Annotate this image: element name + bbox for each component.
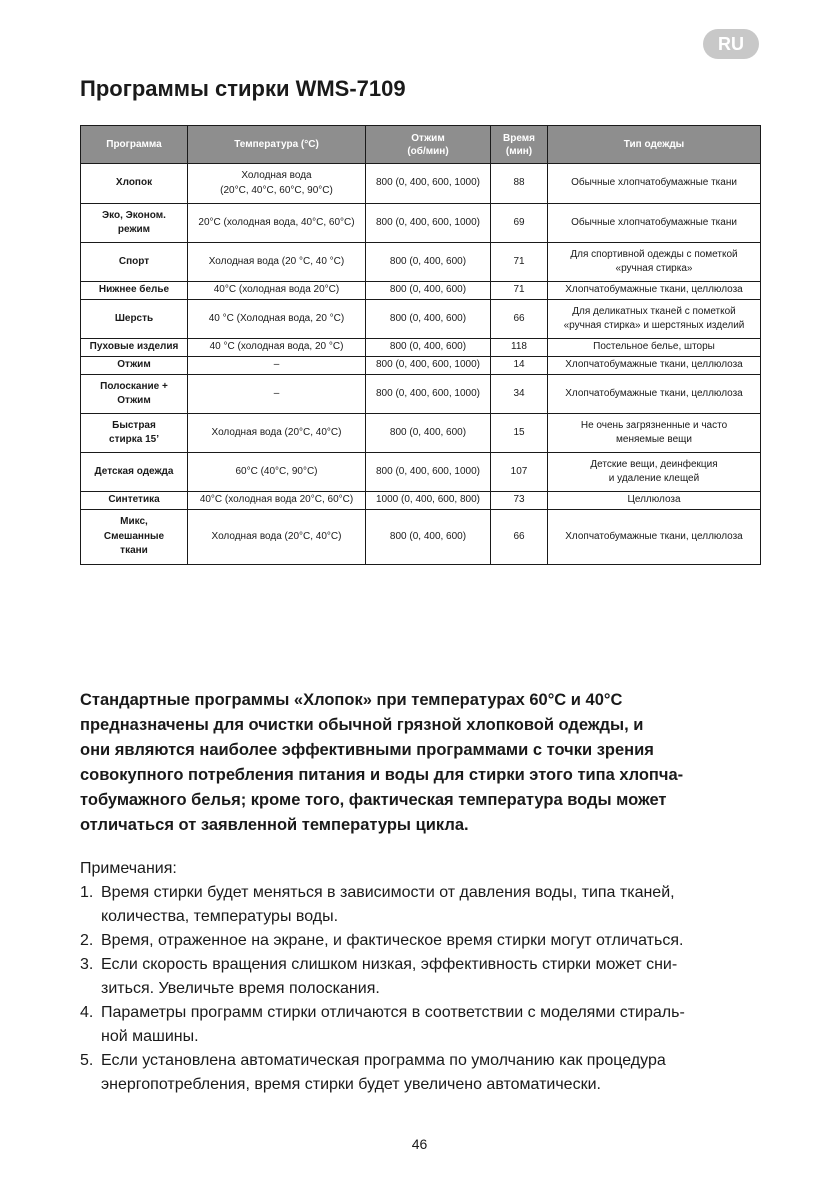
- note-item: [80, 1001, 760, 1049]
- clothing-cell: [548, 492, 761, 510]
- program-line: Быстрая: [112, 419, 156, 431]
- temperature-line: 40°C (холодная вода 20°C): [213, 284, 340, 296]
- header-spin: [366, 126, 491, 164]
- clothing-cell: [548, 357, 761, 375]
- table-row: [81, 282, 761, 300]
- program-line: Отжим: [117, 359, 151, 371]
- spin-cell: 800 (0, 400, 600, 1000): [366, 204, 491, 243]
- program-line: Пуховые изделия: [89, 341, 179, 353]
- spin-cell: 800 (0, 400, 600, 1000): [366, 357, 491, 375]
- temperature-cell: [188, 492, 366, 510]
- temperature-line: 40°C (холодная вода 20°C, 60°C): [199, 494, 354, 506]
- time-cell: 15: [491, 414, 548, 453]
- time-cell: 73: [491, 492, 548, 510]
- time-cell: 66: [491, 300, 548, 339]
- clothing-line: и удаление клещей: [608, 473, 700, 484]
- temperature-cell: [188, 204, 366, 243]
- note-line: Если установлена автоматическая программа по умолчанию как процедура: [101, 1052, 666, 1069]
- table-row: [81, 204, 761, 243]
- temperature-cell: [188, 243, 366, 282]
- note-number: 4.: [80, 1004, 94, 1021]
- program-cell: [81, 164, 188, 204]
- spin-cell: 1000 (0, 400, 600, 800): [366, 492, 491, 510]
- note-line: Параметры программ стирки отличаются в соответствии с моделями стираль-: [101, 1004, 685, 1021]
- note-line: Время, отраженное на экране, и фактическое время стирки могут отличаться.: [101, 932, 684, 949]
- clothing-cell: [548, 164, 761, 204]
- table-row: [81, 453, 761, 492]
- clothing-cell: [548, 339, 761, 357]
- clothing-line: Хлопчатобумажные ткани, целлюлоза: [565, 284, 743, 296]
- clothing-line: Хлопчатобумажные ткани, целлюлоза: [565, 359, 743, 371]
- temperature-cell: [188, 300, 366, 339]
- programs-table: [80, 125, 761, 565]
- clothing-line: Для деликатных тканей с пометкой: [572, 305, 736, 317]
- clothing-line: Обычные хлопчатобумажные ткани: [571, 177, 737, 189]
- header-time-line2: (мин): [505, 145, 533, 157]
- note-number: 3.: [80, 956, 94, 973]
- table-row: [81, 339, 761, 357]
- temperature-cell: [188, 164, 366, 204]
- spin-cell: 800 (0, 400, 600, 1000): [366, 164, 491, 204]
- note-line: энергопотребления, время стирки будет увеличено автоматически.: [101, 1076, 601, 1093]
- time-cell: 71: [491, 282, 548, 300]
- program-cell: [81, 510, 188, 565]
- header-temperature: Температура (°C): [188, 126, 366, 164]
- clothing-line: Целлюлоза: [627, 494, 681, 506]
- page-number: 46: [411, 1136, 428, 1152]
- language-badge: RU: [703, 29, 759, 59]
- temperature-line: –: [273, 387, 280, 399]
- clothing-line: «ручная стирка» и шерстяных изделий: [563, 320, 745, 331]
- temperature-line: 40 °C (холодная вода, 20 °C): [209, 341, 344, 353]
- program-line: Хлопок: [115, 177, 153, 189]
- spin-cell: 800 (0, 400, 600): [366, 510, 491, 565]
- note-line: зиться. Увеличьте время полоскания.: [101, 980, 380, 997]
- time-cell: 118: [491, 339, 548, 357]
- header-program: Программа: [81, 126, 188, 164]
- note-number: 1.: [80, 884, 94, 901]
- clothing-line: Детские вещи, деинфекция: [590, 458, 718, 470]
- spin-cell: 800 (0, 400, 600, 1000): [366, 375, 491, 414]
- clothing-line: Хлопчатобумажные ткани, целлюлоза: [565, 387, 743, 399]
- spin-cell: 800 (0, 400, 600): [366, 243, 491, 282]
- temperature-line: 60°C (40°C, 90°C): [235, 465, 318, 477]
- table-body: [81, 164, 761, 565]
- table-row: [81, 164, 761, 204]
- clothing-line: Хлопчатобумажные ткани, целлюлоза: [565, 530, 743, 542]
- program-line: Микс,: [120, 516, 148, 528]
- temperature-cell: [188, 510, 366, 565]
- program-cell: [81, 453, 188, 492]
- note-item: [80, 881, 760, 929]
- intro-paragraph: [80, 688, 770, 838]
- temperature-line: 20°C (холодная вода, 40°C, 60°C): [198, 216, 355, 228]
- program-line: Смешанные: [103, 530, 165, 542]
- intro-line: они являются наиболее эффективными программами с точки зрения: [80, 741, 654, 759]
- temperature-line: –: [273, 359, 280, 371]
- temperature-cell: [188, 357, 366, 375]
- spin-cell: 800 (0, 400, 600): [366, 339, 491, 357]
- table-row: [81, 300, 761, 339]
- program-cell: [81, 492, 188, 510]
- clothing-cell: [548, 414, 761, 453]
- temperature-line: Холодная вода (20°C, 40°C): [211, 530, 342, 542]
- program-line: Синтетика: [108, 494, 160, 506]
- header-time: [491, 126, 548, 164]
- table-row: [81, 375, 761, 414]
- notes-title: Примечания:: [80, 860, 177, 877]
- clothing-line: Не очень загрязненные и часто: [580, 419, 728, 431]
- temperature-cell: [188, 282, 366, 300]
- program-cell: [81, 204, 188, 243]
- temperature-cell: [188, 453, 366, 492]
- program-line: Эко, Эконом.: [102, 209, 166, 221]
- clothing-line: Постельное белье, шторы: [593, 341, 715, 353]
- time-cell: 88: [491, 164, 548, 204]
- program-cell: [81, 300, 188, 339]
- table-row: [81, 243, 761, 282]
- temperature-line: Холодная вода (20 °C, 40 °C): [208, 255, 345, 267]
- time-cell: 69: [491, 204, 548, 243]
- page-title: Программы стирки WMS-7109: [80, 76, 406, 101]
- time-cell: 14: [491, 357, 548, 375]
- clothing-cell: [548, 510, 761, 565]
- table-row: [81, 510, 761, 565]
- table-row: [81, 492, 761, 510]
- header-clothing: Тип одежды: [548, 126, 761, 164]
- note-number: 5.: [80, 1052, 94, 1069]
- program-cell: [81, 357, 188, 375]
- program-cell: [81, 282, 188, 300]
- temperature-line: (20°C, 40°C, 60°C, 90°C): [220, 184, 333, 196]
- temperature-line: 40 °C (Холодная вода, 20 °C): [208, 312, 345, 324]
- clothing-cell: [548, 375, 761, 414]
- header-spin-line2: (об/мин): [407, 145, 449, 157]
- note-line: ной машины.: [101, 1028, 199, 1045]
- header-time-line1: Время: [503, 132, 535, 144]
- notes-list: [80, 881, 760, 1097]
- note-item: [80, 1049, 760, 1097]
- time-cell: 107: [491, 453, 548, 492]
- clothing-line: меняемые вещи: [616, 434, 692, 445]
- program-cell: [81, 414, 188, 453]
- clothing-cell: [548, 243, 761, 282]
- temperature-cell: [188, 414, 366, 453]
- intro-line: предназначены для очистки обычной грязной хлопковой одежды, и: [80, 716, 644, 734]
- intro-line: отличаться от заявленной температуры цикла.: [80, 816, 469, 834]
- spin-cell: 800 (0, 400, 600): [366, 414, 491, 453]
- program-cell: [81, 243, 188, 282]
- time-cell: 34: [491, 375, 548, 414]
- clothing-line: «ручная стирка»: [615, 263, 693, 274]
- intro-line: тобумажного белья; кроме того, фактическая температура воды может: [80, 791, 667, 809]
- program-line: Спорт: [118, 255, 150, 267]
- program-line: Полоскание +: [100, 380, 168, 392]
- notes-section: [80, 857, 760, 1097]
- temperature-cell: [188, 375, 366, 414]
- clothing-cell: [548, 204, 761, 243]
- program-line: стирка 15’: [109, 434, 159, 445]
- spin-cell: 800 (0, 400, 600, 1000): [366, 453, 491, 492]
- program-line: Нижнее белье: [98, 284, 170, 296]
- note-line: Время стирки будет меняться в зависимости от давления воды, типа тканей,: [101, 884, 675, 901]
- temperature-line: Холодная вода (20°C, 40°C): [211, 426, 342, 438]
- program-line: Детская одежда: [94, 465, 174, 477]
- program-cell: [81, 339, 188, 357]
- note-line: количества, температуры воды.: [101, 908, 339, 925]
- intro-line: совокупного потребления питания и воды для стирки этого типа хлопча-: [80, 766, 684, 784]
- clothing-line: Для спортивной одежды с пометкой: [570, 248, 738, 260]
- clothing-cell: [548, 453, 761, 492]
- temperature-line: Холодная вода: [241, 170, 312, 181]
- program-cell: [81, 375, 188, 414]
- note-number: 2.: [80, 932, 94, 949]
- table-row: [81, 357, 761, 375]
- note-item: [80, 953, 760, 1001]
- clothing-cell: [548, 282, 761, 300]
- header-spin-line1: Отжим: [411, 132, 445, 144]
- program-line: Отжим: [117, 395, 151, 406]
- spin-cell: 800 (0, 400, 600): [366, 282, 491, 300]
- time-cell: 66: [491, 510, 548, 565]
- temperature-cell: [188, 339, 366, 357]
- program-line: Шерсть: [114, 312, 154, 324]
- time-cell: 71: [491, 243, 548, 282]
- note-item: [80, 929, 760, 953]
- clothing-line: Обычные хлопчатобумажные ткани: [571, 216, 737, 228]
- note-line: Если скорость вращения слишком низкая, эффективность стирки может сни-: [101, 956, 678, 973]
- table-header-row: [81, 126, 761, 164]
- clothing-cell: [548, 300, 761, 339]
- program-line: ткани: [120, 545, 148, 557]
- table-row: [81, 414, 761, 453]
- spin-cell: 800 (0, 400, 600): [366, 300, 491, 339]
- program-line: режим: [117, 224, 151, 235]
- intro-line: Стандартные программы «Хлопок» при температурах 60°C и 40°C: [80, 691, 623, 709]
